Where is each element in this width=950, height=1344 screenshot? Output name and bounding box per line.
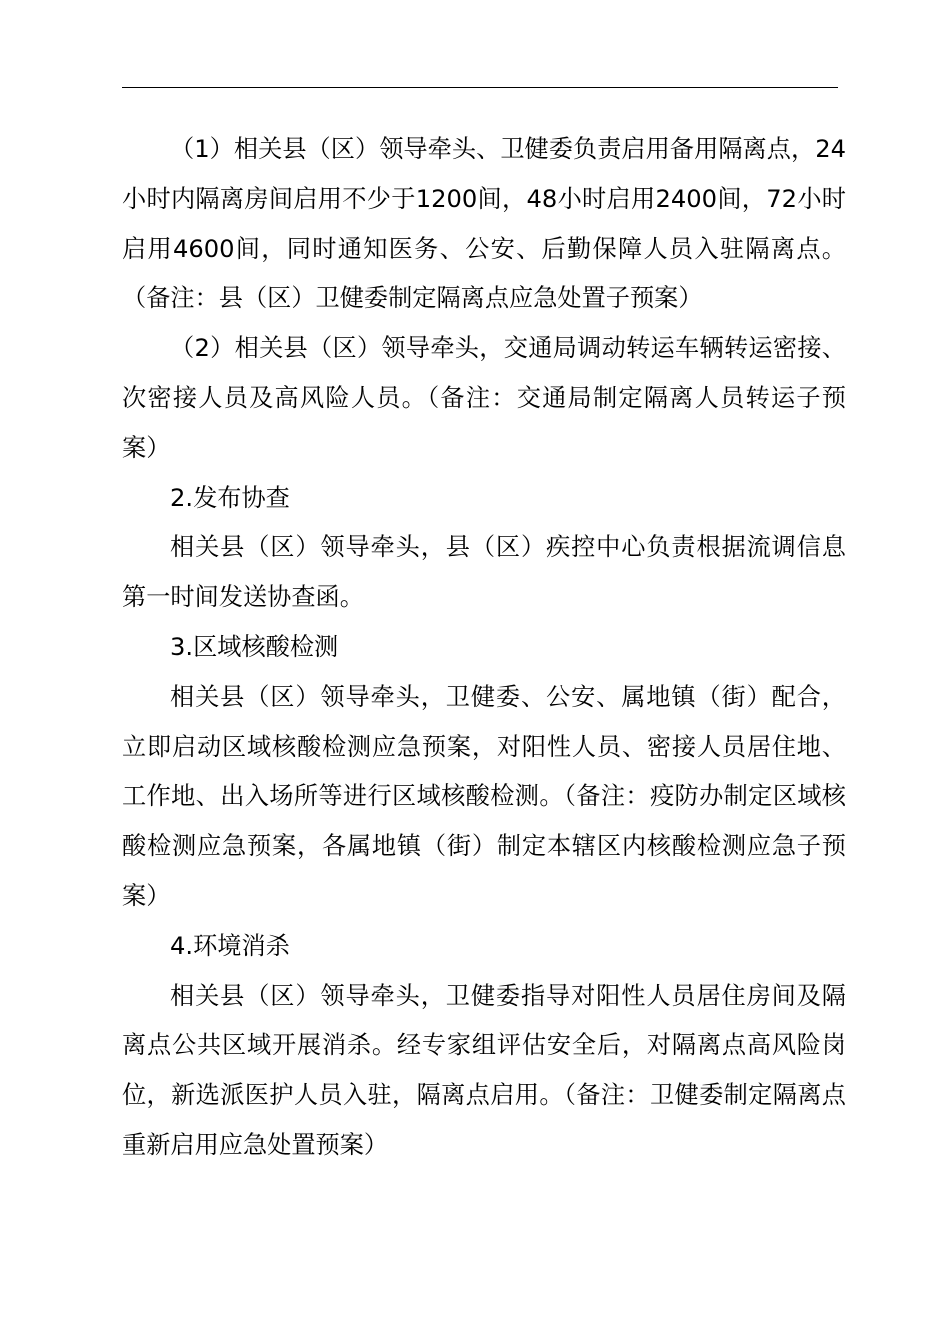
document-body [122, 125, 846, 1171]
paragraph-assist-check: 相关县（区）领导牵头，县（区）疾控中心负责根据流调信息第一时间发送协查函。 [122, 533, 846, 612]
section-heading-assist-check: 2.发布协查 [170, 483, 290, 512]
section-heading-disinfection: 4.环境消杀 [170, 931, 290, 960]
paragraph-isolation-points: （1）相关县（区）领导牵头、卫健委负责启用备用隔离点，24小时内隔离房间启用不少于1200间，48小时启用2400间，72小时启用4600间，同时通知医务、公安、后勤保障人员入驻隔离点。（备注：县（区）卫健委制定隔离点应急处置子预案） [122, 135, 846, 313]
paragraph-disinfection: 相关县（区）领导牵头，卫健委指导对阳性人员居住房间及隔离点公共区域开展消杀。经专家组评估安全后，对隔离点高风险岗位，新选派医护人员入驻，隔离点启用。（备注：卫健委制定隔离点重新启用应急处置预案） [122, 981, 846, 1159]
header-divider [122, 87, 838, 88]
paragraph-transport: （2）相关县（区）领导牵头，交通局调动转运车辆转运密接、次密接人员及高风险人员。（备注：交通局制定隔离人员转运子预案） [122, 334, 846, 462]
section-heading-nucleic-testing: 3.区域核酸检测 [170, 632, 339, 661]
paragraph-nucleic-testing: 相关县（区）领导牵头，卫健委、公安、属地镇（街）配合，立即启动区域核酸检测应急预案，对阳性人员、密接人员居住地、工作地、出入场所等进行区域核酸检测。（备注：疫防办制定区域核酸检测应急预案，各属地镇（街）制定本辖区内核酸检测应急子预案） [122, 682, 846, 910]
